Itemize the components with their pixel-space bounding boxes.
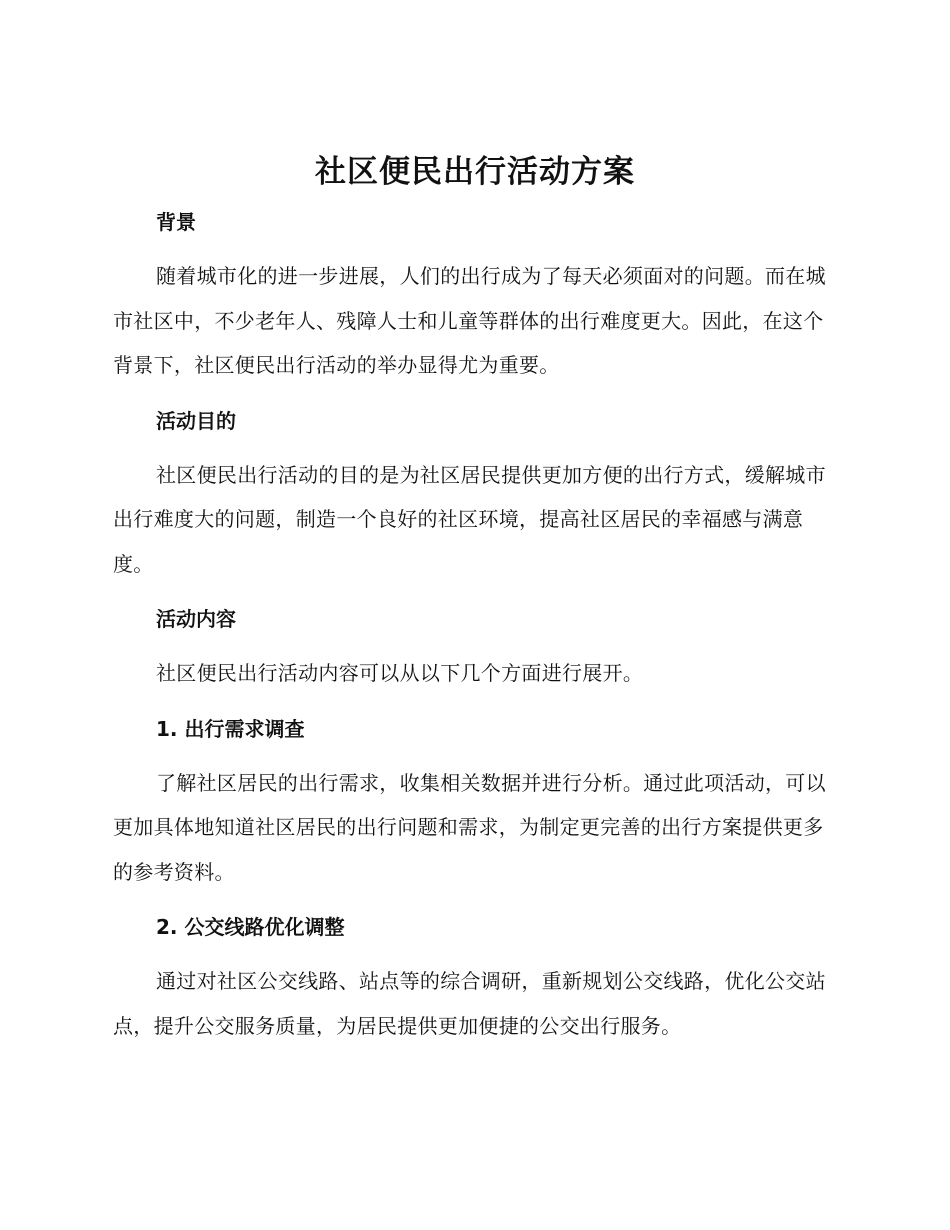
section-content xyxy=(113,599,833,696)
document-body xyxy=(113,202,833,1048)
section-heading: 活动内容 xyxy=(156,607,236,631)
section-paragraph: 通过对社区公交线路、站点等的综合调研，重新规划公交线路，优化公交站点，提升公交服务质量，为居民提供更加便捷的公交出行服务。 xyxy=(113,969,826,1038)
section-travel-survey xyxy=(113,709,833,895)
section-paragraph: 社区便民出行活动的目的是为社区居民提供更加方便的出行方式，缓解城市出行难度大的问题，制造一个良好的社区环境，提高社区居民的幸福感与满意度。 xyxy=(113,462,826,576)
section-paragraph: 社区便民出行活动内容可以从以下几个方面进行展开。 xyxy=(156,661,644,685)
document-title: 社区便民出行活动方案 xyxy=(315,154,635,190)
section-heading: 活动目的 xyxy=(156,408,236,433)
section-paragraph: 随着城市化的进一步进展，人们的出行成为了每天必须面对的问题。而在城市社区中，不少老年人、残障人士和儿童等群体的出行难度更大。因此，在这个背景下，社区便民出行活动的举办显得尤为重要。 xyxy=(113,264,826,377)
section-bus-optimization xyxy=(113,907,833,1048)
section-heading: 2. 公交线路优化调整 xyxy=(156,915,345,939)
section-purpose xyxy=(113,401,833,587)
section-paragraph: 了解社区居民的出行需求，收集相关数据并进行分析。通过此项活动，可以更加具体地知道社区居民的出行问题和需求，为制定更完善的出行方案提供更多的参考资料。 xyxy=(113,770,826,884)
section-heading: 背景 xyxy=(156,210,196,234)
section-background xyxy=(113,202,833,388)
section-heading: 1. 出行需求调查 xyxy=(156,716,305,741)
